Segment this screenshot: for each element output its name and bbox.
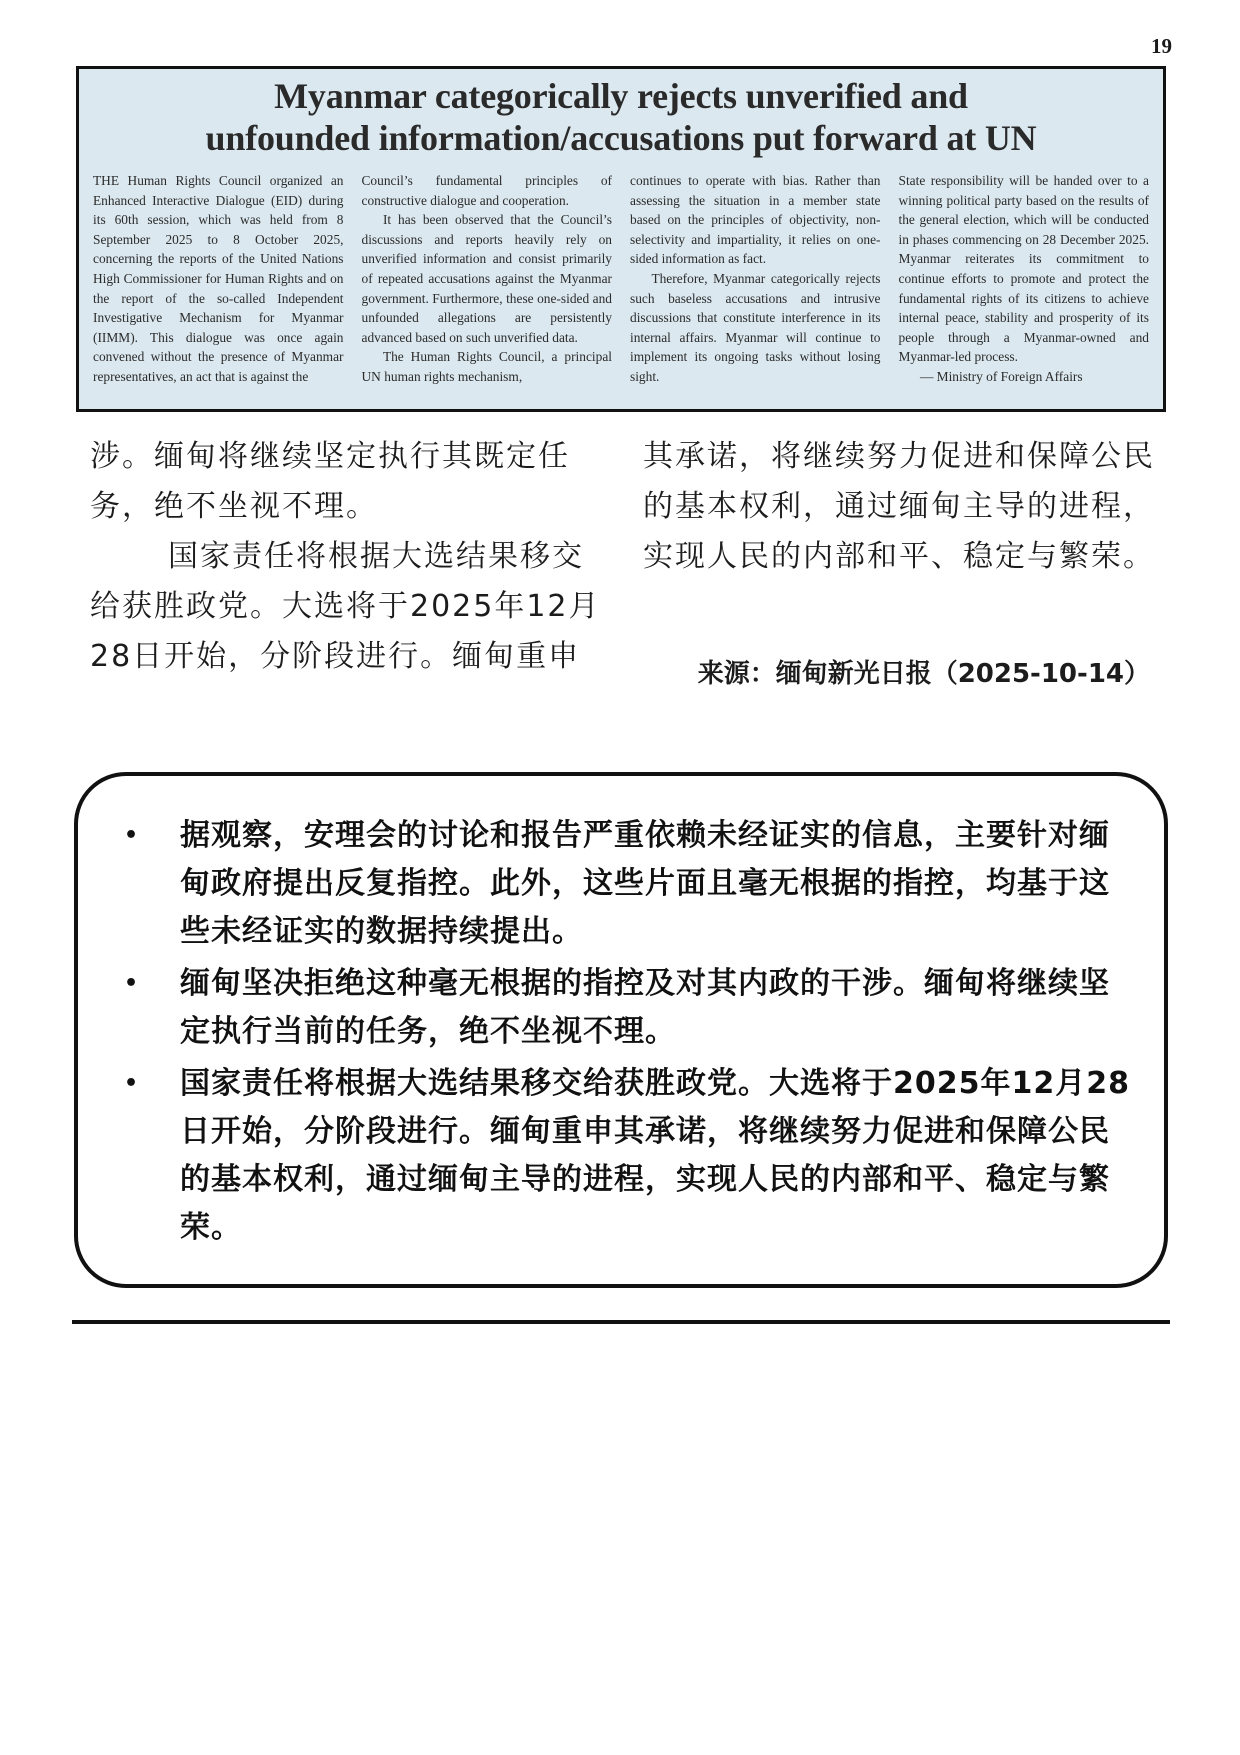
translation-left-column	[90, 432, 610, 682]
bullet-icon: •	[124, 971, 140, 996]
clipping-paragraph: State responsibility will be handed over to a winning political party based on the results of the general election, which will be conducted in phases commencing on 28 December 2025. Myanmar reiterates its commitment to continue efforts to promote and protect the fundamental rights of its citizens to achieve internal peace, stability and prosperity of its people through a Myanmar-owned and Myanmar-led process.	[898, 173, 1149, 365]
summary-box	[74, 772, 1168, 1288]
summary-item	[112, 812, 1130, 956]
summary-item-text: 据观察，安理会的讨论和报告严重依赖未经证实的信息，主要针对缅甸政府提出反复指控。此外，这些片面且毫无根据的指控，均基于这些未经证实的数据持续提出。	[180, 818, 1110, 949]
clipping-paragraph: Council’s fundamental principles of constructive dialogue and cooperation.	[361, 173, 612, 208]
clipping-headline	[79, 75, 1163, 159]
clipping-column-1	[93, 171, 344, 387]
section-divider	[72, 1320, 1170, 1324]
translation-paragraph: 国家责任将根据大选结果移交给获胜政党。大选将于2025年12月28日开始，分阶段进行。缅甸重申	[90, 539, 601, 674]
summary-item-text: 缅甸坚决拒绝这种毫无根据的指控及对其内政的干涉。缅甸将继续坚定执行当前的任务，绝不坐视不理。	[180, 966, 1110, 1049]
bullet-icon: •	[124, 823, 140, 848]
clipping-paragraph: The Human Rights Council, a principal UN human rights mechanism,	[361, 349, 612, 384]
summary-item	[112, 1060, 1130, 1252]
translation-paragraph: 其承诺，将继续努力促进和保障公民的基本权利，通过缅甸主导的进程，实现人民的内部和平、稳定与繁荣。	[643, 439, 1155, 574]
bullet-icon: •	[124, 1071, 140, 1096]
clipping-column-4	[899, 171, 1150, 387]
clipping-column-2	[362, 171, 613, 387]
clipping-paragraph: It has been observed that the Council’s discussions and reports heavily rely on unverified information and consist primarily of repeated accusations against the Myanmar government. Furthermore, these one-sided and unfounded allegations are persistently advanced based on such unverified data.	[361, 212, 612, 345]
summary-item	[112, 960, 1130, 1056]
page-number: 19	[1151, 34, 1172, 58]
clipping-paragraph: Therefore, Myanmar categorically rejects such baseless accusations and intrusive discussions that constitute interference in its internal affairs. Myanmar will continue to implement its ongoing tasks without losing sight.	[630, 270, 881, 384]
clipping-headline-line2: unfounded information/accusations put forward at UN	[205, 118, 1037, 158]
translation-paragraph: 涉。缅甸将继续坚定执行其既定任务，绝不坐视不理。	[90, 439, 570, 524]
translation-right-column	[643, 432, 1163, 582]
summary-item-text: 国家责任将根据大选结果移交给获胜政党。大选将于2025年12月28日开始，分阶段进行。缅甸重申其承诺，将继续努力促进和保障公民的基本权利，通过缅甸主导的进程，实现人民的内部和平、稳定与繁荣。	[180, 1066, 1130, 1245]
clipping-columns	[93, 171, 1149, 387]
summary-list	[112, 812, 1130, 1252]
clipping-column-3	[630, 171, 881, 387]
clipping-paragraph: THE Human Rights Council organized an Enhanced Interactive Dialogue (EID) during its 60th session, which was held from 8 September 2025 to 8 October 2025, concerning the reports of the United Nations High Commissioner for Human Rights and on the report of the so-called Independent Investigative Mechanism for Myanmar (IIMM). This dialogue was once again convened without the presence of Myanmar representatives, an act that is against the	[93, 173, 344, 384]
clipping-paragraph: continues to operate with bias. Rather than assessing the situation in a member state based on the principles of objectivity, non-selectivity and impartiality, it relies on one-sided information as fact.	[630, 173, 881, 267]
clipping-headline-line1: Myanmar categorically rejects unverified and	[274, 76, 968, 116]
clipping-attribution: — Ministry of Foreign Affairs	[919, 368, 1083, 384]
source-citation: 来源：缅甸新光日报（2025-10-14）	[697, 659, 1150, 689]
newspaper-clipping	[76, 66, 1166, 412]
